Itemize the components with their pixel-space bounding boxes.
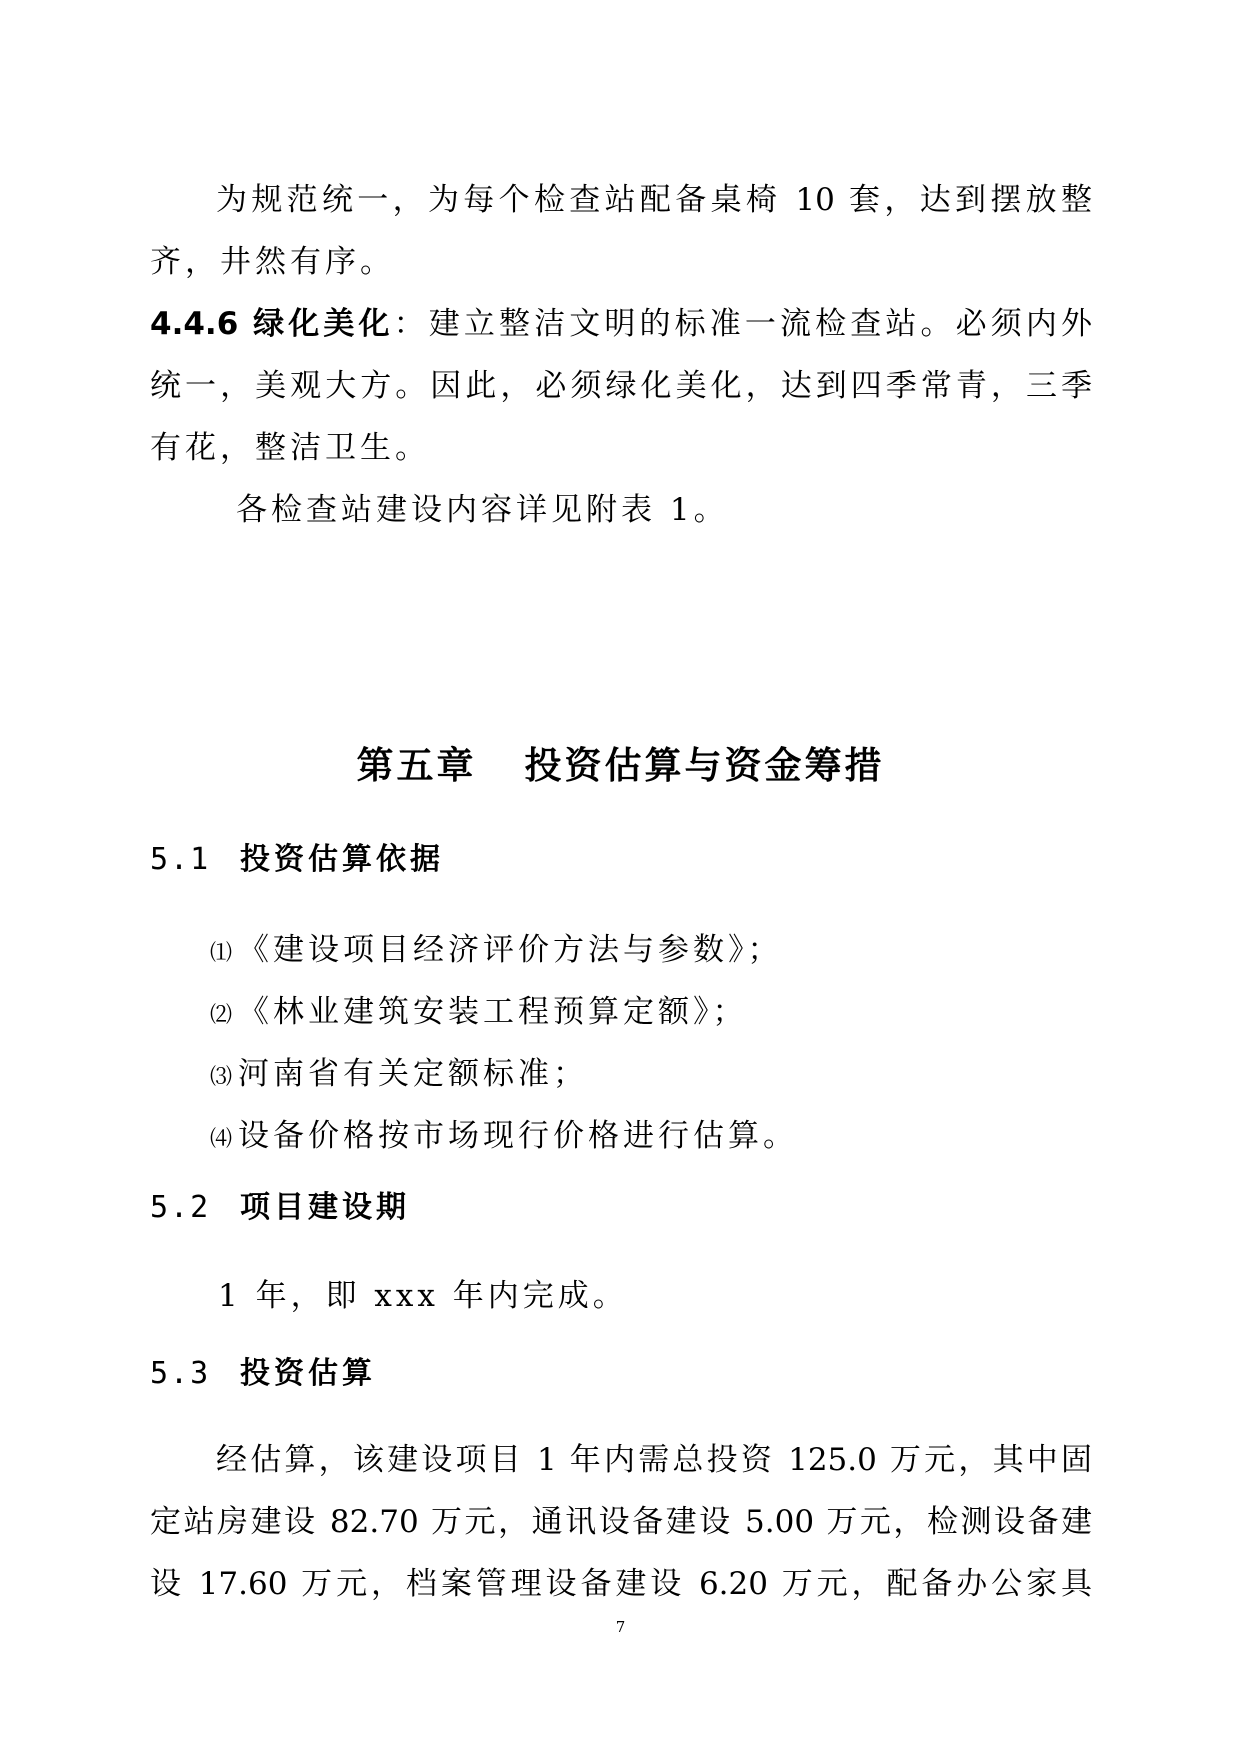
- chapter-name: 投资估算与资金筹措: [524, 744, 885, 787]
- section-title: 投资估算依据: [240, 842, 444, 877]
- paragraph-line: 为规范统一，为每个检查站配备桌椅 10 套，达到摆放整: [216, 182, 1092, 218]
- section-heading: [150, 1354, 376, 1394]
- list-item: [210, 1054, 588, 1098]
- list-text: 设备价格按市场现行价格进行估算。: [238, 1118, 799, 1154]
- paragraph-line: 定站房建设 82.70 万元，通讯设备建设 5.00 万元，检测设备建: [150, 1504, 1092, 1540]
- section-heading: [150, 1188, 410, 1228]
- list-marker: ⑷: [210, 1127, 233, 1152]
- list-item: [210, 1116, 798, 1160]
- paragraph-line: 齐，井然有序。: [150, 244, 395, 280]
- section-title: 项目建设期: [240, 1190, 410, 1225]
- section-number: 5.2: [150, 1190, 211, 1225]
- list-item: [210, 930, 783, 974]
- paragraph-line: 统一，美观大方。因此，必须绿化美化，达到四季常青，三季: [150, 368, 1092, 404]
- paragraph-line: 各检查站建设内容详见附表 1。: [236, 492, 729, 528]
- section-number: 5.1: [150, 842, 211, 877]
- section-number: 5.3: [150, 1356, 211, 1391]
- paragraph-line: 1 年，即 xxx 年内完成。: [218, 1278, 628, 1314]
- list-item: [210, 992, 748, 1036]
- section-title: 投资估算: [240, 1356, 376, 1391]
- section-heading: [150, 840, 444, 880]
- paragraph-line: 设 17.60 万元，档案管理设备建设 6.20 万元，配备办公家具: [150, 1566, 1092, 1602]
- paragraph-line: 有花，整洁卫生。: [150, 430, 430, 466]
- paragraph-line: 经估算，该建设项目 1 年内需总投资 125.0 万元，其中固: [216, 1442, 1092, 1478]
- list-marker: ⑶: [210, 1065, 233, 1090]
- chapter-number: 第五章: [356, 744, 477, 787]
- paragraph-line: [150, 304, 1092, 344]
- list-text: 河南省有关定额标准；: [238, 1056, 589, 1092]
- list-marker: ⑵: [210, 1003, 233, 1028]
- chapter-title: [0, 744, 1241, 788]
- page-number: 7: [615, 1618, 626, 1636]
- list-text: 《林业建筑安装工程预算定额》；: [238, 994, 748, 1030]
- list-marker: ⑴: [210, 941, 233, 966]
- subsection-label: 4.4.6 绿化美化: [150, 306, 394, 342]
- list-text: 《建设项目经济评价方法与参数》；: [238, 932, 783, 968]
- paragraph-text: ：建立整洁文明的标准一流检查站。必须内外: [393, 306, 1092, 342]
